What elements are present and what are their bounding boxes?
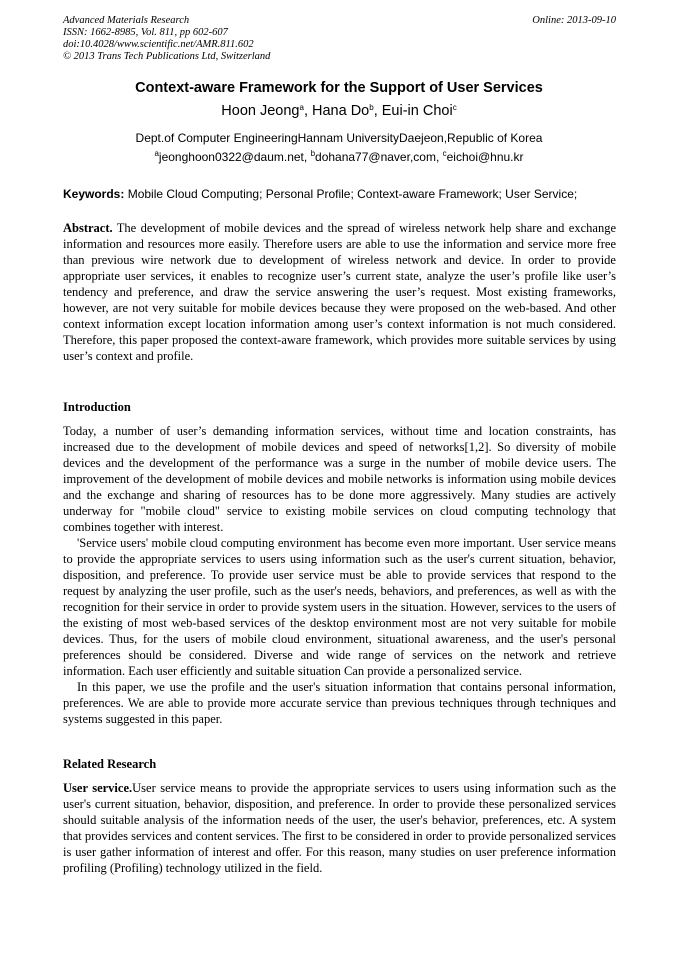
journal-issn: ISSN: 1662-8985, Vol. 811, pp 602-607 [63,27,228,38]
keywords-text: Mobile Cloud Computing; Personal Profile; Context-aware Framework; User Service; [124,187,578,201]
section-heading-related-research: Related Research [63,757,157,771]
online-date: Online: 2013-09-10 [532,15,616,26]
subsection-label: User service. [63,781,133,795]
paragraph: User service means to provide the appropriate services to users using information such as the user's current situation, behavior, disposition, and preference. In order to provide these personalized services should suitable analysis of the information needs of the user, the user's behavior, preferences, etc. A system that provides services and content services. The first to be considered in order to provide personalized services is user gather information of interest and offer. For this reason, many studies on user preference information profiling (Profiling) technology utilized in the field. [63,781,616,875]
author-separator: , [373,103,382,119]
author-name: Hoon Jeong [221,103,300,119]
author-emails [0,150,678,164]
email-affil-mark: c [442,149,447,158]
author-name: Eui-in Choi [381,103,453,119]
journal-name: Advanced Materials Research [63,15,190,26]
paragraph: 'Service users' mobile cloud computing environment has become even more important. User service means to provide the appropriate services to users using information such as the user's current situation, behavior, disposition, and preference. To provide user service must be able to provide services that respond to the request by analyzing the user profile, such as the user's needs, behaviors, and preferences, as well as with the recognition for their service in order to provide system users in the situation. However, services to the users of the existing of most web-based services of the desktop environment most are not very suitable for mobile devices. Thus, for the users of mobile cloud environment, situational awareness, and the user's personal preferences should be considered. Diverse and wide range of services on the network and retrieve information. Each user efficiently and suitable situation Can provide a personalized service. [63,536,616,678]
author-separator: , [303,103,313,119]
keywords-line [63,187,616,201]
author-affil-mark: c [452,103,457,112]
section-heading-introduction: Introduction [63,400,131,414]
author-list [0,103,678,119]
paragraph: Today, a number of user’s demanding information services, without time and location constraints, has increased due to the development of mobile devices and speed of networks[1,2]. So diversity of mobile devices and the development of the performance was a surge in the number of mobile device users. The improvement of the development of mobile devices and mobile networks is information using mobile devices and the exchange and sharing of resources has to be done more aggressively. Many studies are actively underway for "mobile cloud" service to existing mobile services on cloud computing technology that combines together with interest. [63,424,616,534]
author-affil-mark: a [299,103,304,112]
abstract [63,220,616,364]
journal-header [63,15,616,63]
author-name: Hana Do [312,103,370,119]
related-research-body [63,780,616,876]
author-email: eichoi@hnu.kr [446,150,524,164]
author-email: dohana77@naver,com, [315,150,443,164]
journal-doi: doi:10.4028/www.scientific.net/AMR.811.602 [63,39,254,50]
author-affil-mark: b [369,103,374,112]
keywords-label: Keywords: [63,187,125,201]
abstract-text: The development of mobile devices and the spread of wireless network help share and exchange information and resources more easily. Therefore users are able to use the information and service more free than previous wire network due to development of wireless network and device. In order to provide appropriate user services, it enables to recognize user’s current state, analyze the user’s profile like user’s tendency and preference, and draw the service answering the user’s request. Most existing frameworks, however, are not very suitable for mobile devices because they were proposed on the web-based. And other context information except location information among user’s context information is not much considered. Therefore, this paper proposed the context-aware framework, which provides more suitable services by using user’s context and profile. [63,221,616,363]
author-email: jeonghoon0322@daum.net, [158,150,311,164]
paper-title: Context-aware Framework for the Support of User Services [135,80,543,96]
affiliation: Dept.of Computer EngineeringHannam UniversityDaejeon,Republic of Korea [135,131,543,145]
email-affil-mark: b [310,149,316,158]
journal-copyright: © 2013 Trans Tech Publications Ltd, Switzerland [63,51,271,62]
abstract-label: Abstract. [63,221,113,235]
paragraph: In this paper, we use the profile and the user's situation information that contains personal information, preferences. We are able to provide more accurate service than previous techniques through techniques and systems suggested in this paper. [63,680,616,726]
email-affil-mark: a [154,149,159,158]
introduction-body [63,423,616,727]
